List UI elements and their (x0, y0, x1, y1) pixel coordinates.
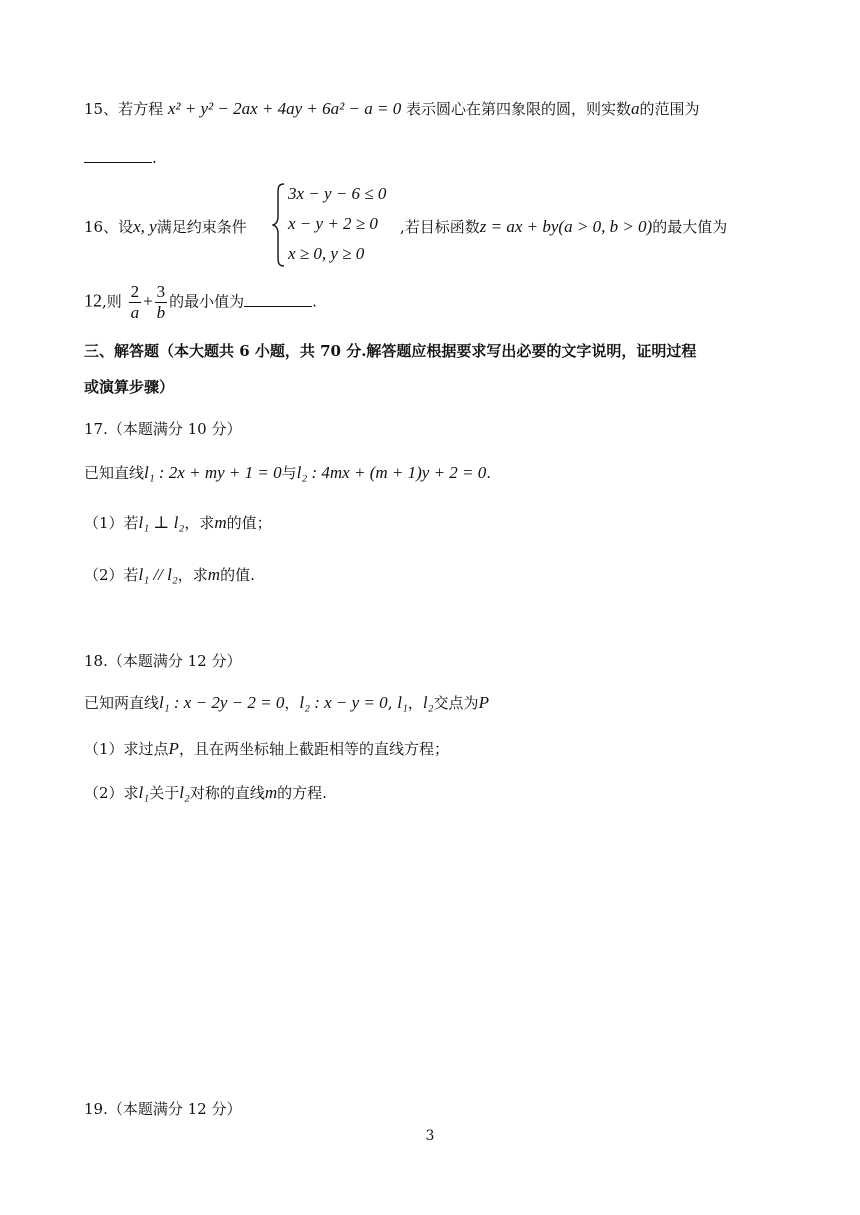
part-label: （1）若 (84, 514, 139, 532)
question-text: 关于 (149, 784, 180, 802)
question-number: 16、 (84, 218, 119, 236)
question-text: 若方程 (118, 100, 164, 118)
point-p: P (478, 693, 489, 712)
point-p: P (168, 739, 179, 758)
separator: ， (407, 694, 423, 712)
part-label: （2）若 (84, 566, 139, 584)
question-text: ，求 (177, 566, 208, 584)
period: . (152, 149, 157, 167)
question-text: ,若目标函数 (400, 218, 480, 236)
question-15-line (84, 98, 700, 119)
question-16-line (84, 216, 247, 237)
question-text: 表示圆心在第四象限的圆，则实数 (405, 100, 631, 118)
question-text: 的值； (226, 514, 272, 532)
part-label: （2）求 (84, 784, 139, 802)
constraint-row: 3x − y − 6 ≤ 0 (288, 184, 387, 203)
question-18-part-2 (84, 782, 327, 803)
question-18-part-1 (84, 738, 449, 759)
fraction-2-over-a (129, 282, 142, 323)
question-text: 已知直线 (84, 464, 145, 482)
question-18-header: 18.（本题满分 12 分） (84, 652, 242, 670)
answer-blank (244, 292, 312, 307)
fraction-3-over-b (155, 282, 168, 323)
perpendicular-condition: l₁ ⊥ l₂ (138, 513, 185, 532)
variable-m: m (207, 565, 221, 584)
section-heading: 三、解答题（本大题共 6 小题，共 70 分.解答题应根据要求写出必要的文字说明，证明过程 (84, 342, 697, 360)
fraction-denominator: b (156, 303, 166, 322)
question-number: 15、 (84, 100, 119, 118)
period: . (486, 464, 492, 482)
question-16-continuation (84, 282, 317, 323)
question-text: 的最大值为 (652, 218, 728, 236)
section-heading-cont: 或演算步骤） (84, 378, 175, 396)
parallel-condition: l₁ // l₂ (138, 565, 178, 584)
question-text: 的方程. (277, 784, 327, 802)
variable-m: m (214, 513, 227, 532)
question-18-stem (84, 692, 489, 713)
question-text: 设 (118, 218, 134, 236)
part-label: （1）求过点 (84, 740, 169, 758)
question-text: 交点为 (433, 694, 479, 712)
period: . (312, 292, 317, 311)
question-text: 与 (281, 464, 297, 482)
question-text: 的值. (220, 566, 255, 584)
variable-a: a (631, 99, 640, 118)
line-l1: l₁ (138, 783, 150, 802)
fraction-denominator: a (130, 303, 140, 322)
max-value: 12 (84, 290, 102, 311)
variables-xy: x, y (133, 217, 157, 236)
line-l1-equation: l₁ : x − 2y − 2 = 0 (159, 693, 285, 712)
question-16-objective (400, 216, 727, 237)
circle-equation: x² + y² − 2ax + 4ay + 6a² − a = 0 (167, 99, 402, 118)
constraint-row: x − y + 2 ≥ 0 (288, 214, 378, 233)
answer-blank (84, 148, 152, 163)
constraint-row: x ≥ 0, y ≥ 0 (288, 244, 365, 263)
question-17-header: 17.（本题满分 10 分） (84, 420, 242, 438)
line-l1-equation: l₁ : 2x + my + 1 = 0 (144, 463, 282, 482)
separator: ， (284, 694, 300, 712)
question-text: 对称的直线 (189, 784, 265, 802)
line-l2: l₂ (422, 693, 434, 712)
question-text: 满足约束条件 (156, 218, 247, 236)
question-text: 已知两直线 (84, 694, 160, 712)
question-text: 的最小值为 (169, 292, 245, 311)
fraction-numerator: 3 (156, 282, 166, 301)
question-15-answer-line (84, 148, 157, 167)
question-17-part-1 (84, 512, 272, 533)
left-brace-icon (272, 182, 286, 268)
page-number: 3 (425, 1128, 435, 1144)
question-17-part-2 (84, 564, 255, 585)
line-l2: l₂ (179, 783, 190, 802)
line-l1: l₁ (397, 693, 408, 712)
line-l2-equation: l₂ : x − y = 0 (299, 693, 388, 712)
question-text: ,则 (102, 292, 122, 311)
line-l2-equation: l₂ : 4mx + (m + 1)y + 2 = 0 (296, 463, 487, 482)
question-19-header: 19.（本题满分 12 分） (84, 1100, 242, 1118)
objective-function: z = ax + by(a > 0, b > 0) (479, 217, 653, 236)
plus-sign: + (143, 291, 153, 311)
question-17-stem (84, 462, 491, 483)
question-text: 的范围为 (639, 100, 700, 118)
question-text: ，求 (184, 514, 215, 532)
variable-m: m (264, 783, 278, 802)
separator: , (387, 694, 393, 712)
question-text: ，且在两坐标轴上截距相等的直线方程； (178, 740, 449, 758)
fraction-numerator: 2 (130, 282, 140, 301)
